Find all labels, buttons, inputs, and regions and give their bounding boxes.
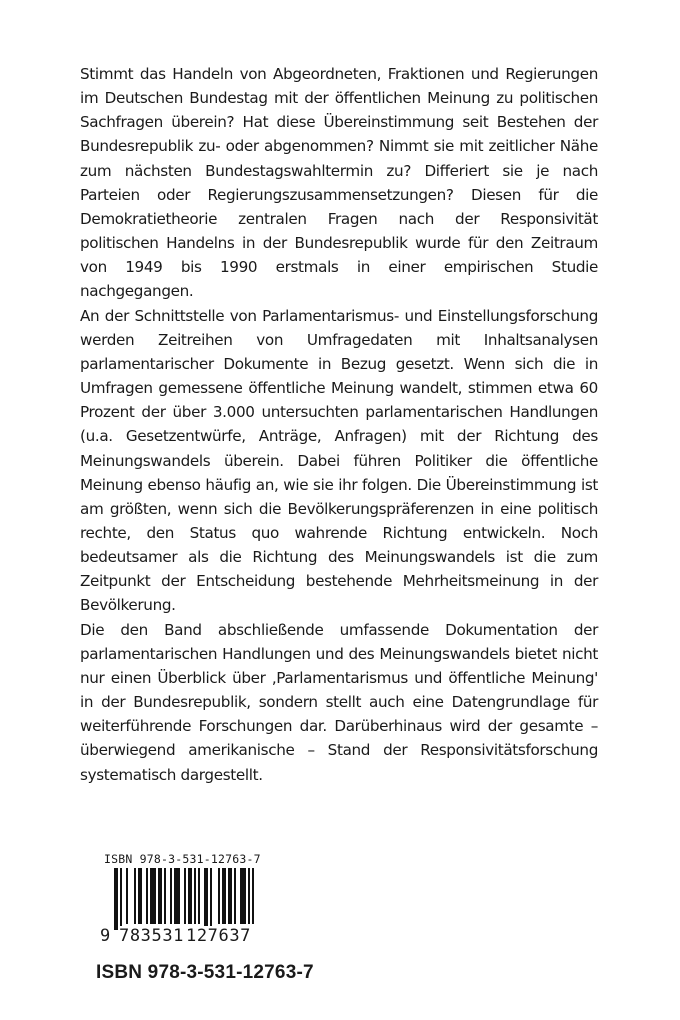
barcode-bar (114, 868, 118, 930)
barcode-bar (198, 868, 200, 924)
isbn-label: ISBN 978-3-531-12763-7 (96, 962, 314, 983)
barcode-digit-first: 9 (100, 926, 111, 946)
barcode-digits-left: 783531 (119, 926, 185, 946)
blurb-paragraph-2: An der Schnittstelle von Parlamentarismus- und Einstellungsforschung werden Zeitreihen von Umfragedaten mit Inhaltsanalysen parlamentarischer Dokumente in Bezug gesetzt. Wenn sich die in Umfragen gemessene öffentliche Meinung wandelt, stimmen etwa 60 Prozent der über 3.000 untersuchten parlamentarischen Handlungen (u.a. Gesetzentwürfe, Anträge, Anfragen) mit der Richtung des Meinungswandels überein. Dabei führen Politiker die öffentliche Meinung ebenso häufig an, wie sie ihr folgen. Die Übereinstimmung ist am größten, wenn sich die Bevölkerungspräferenzen in eine politisch rechte, den Status quo wahrende Richtung entwickeln. Noch bedeutsamer als die Richtung des Meinungswandels ist die zum Zeitpunkt der Entscheidung bestehende Mehrheitsmeinung in der Bevölkerung. (80, 306, 598, 615)
barcode-bar (188, 868, 192, 924)
barcode-image (114, 868, 254, 930)
barcode-bar (248, 868, 250, 924)
barcode-bar (210, 868, 212, 930)
barcode-bar (120, 868, 122, 930)
barcode-bar (222, 868, 226, 924)
blurb-paragraph-1: Stimmt das Handeln von Abgeordneten, Fraktionen und Regierungen im Deutschen Bundestag mit der öffentlichen Meinung zu politischen Sachfragen überein? Hat diese Übereinstimmung seit Bestehen der Bundesrepublik zu- oder abgenommen? Nimmt sie mit zeitlicher Nähe zum nächsten Bundestagswahltermin zu? Differiert sie je nach Parteien oder Regierungszusammensetzungen? Diesen für die Demokratietheorie zentralen Fragen nach der Responsivität politischen Handelns in der Bundesrepublik wurde für den Zeitraum von 1949 bis 1990 erstmals in einer empirischen Studie nachgegangen. (80, 65, 598, 301)
barcode-bar (204, 868, 208, 930)
barcode-digits (100, 924, 270, 944)
barcode-bar (252, 868, 254, 924)
barcode-bar (158, 868, 162, 924)
barcode-bar (234, 868, 236, 924)
barcode-bar (164, 868, 166, 924)
barcode-bar (150, 868, 156, 924)
barcode-isbn-label: ISBN 978-3-531-12763-7 (104, 852, 261, 866)
barcode-bar (240, 868, 246, 924)
barcode-bar (138, 868, 142, 924)
barcode-bar (146, 868, 148, 924)
barcode-bar (228, 868, 232, 924)
barcode-digits-right: 127637 (186, 926, 252, 946)
barcode-bar (126, 868, 128, 924)
blurb-paragraph-3: Die den Band abschließende umfassende Dokumentation der parlamentarischen Handlungen und des Meinungswandels bietet nicht nur einen Überblick über ‚Parlamentarismus und öffentliche Meinung' in der Bundesrepublik, sondern stellt auch eine Datengrundlage für weiterführende Forschungen dar. Darüberhinaus wird der gesamte – überwiegend amerikanische – Stand der Responsivitätsforschung systematisch dargestellt. (80, 620, 598, 784)
barcode-bar (134, 868, 136, 924)
barcode-bar (194, 868, 196, 924)
barcode-bar (174, 868, 180, 924)
barcode-bar (218, 868, 220, 924)
blurb-text (80, 62, 598, 787)
barcode-bar (184, 868, 186, 924)
barcode-bar (170, 868, 172, 924)
